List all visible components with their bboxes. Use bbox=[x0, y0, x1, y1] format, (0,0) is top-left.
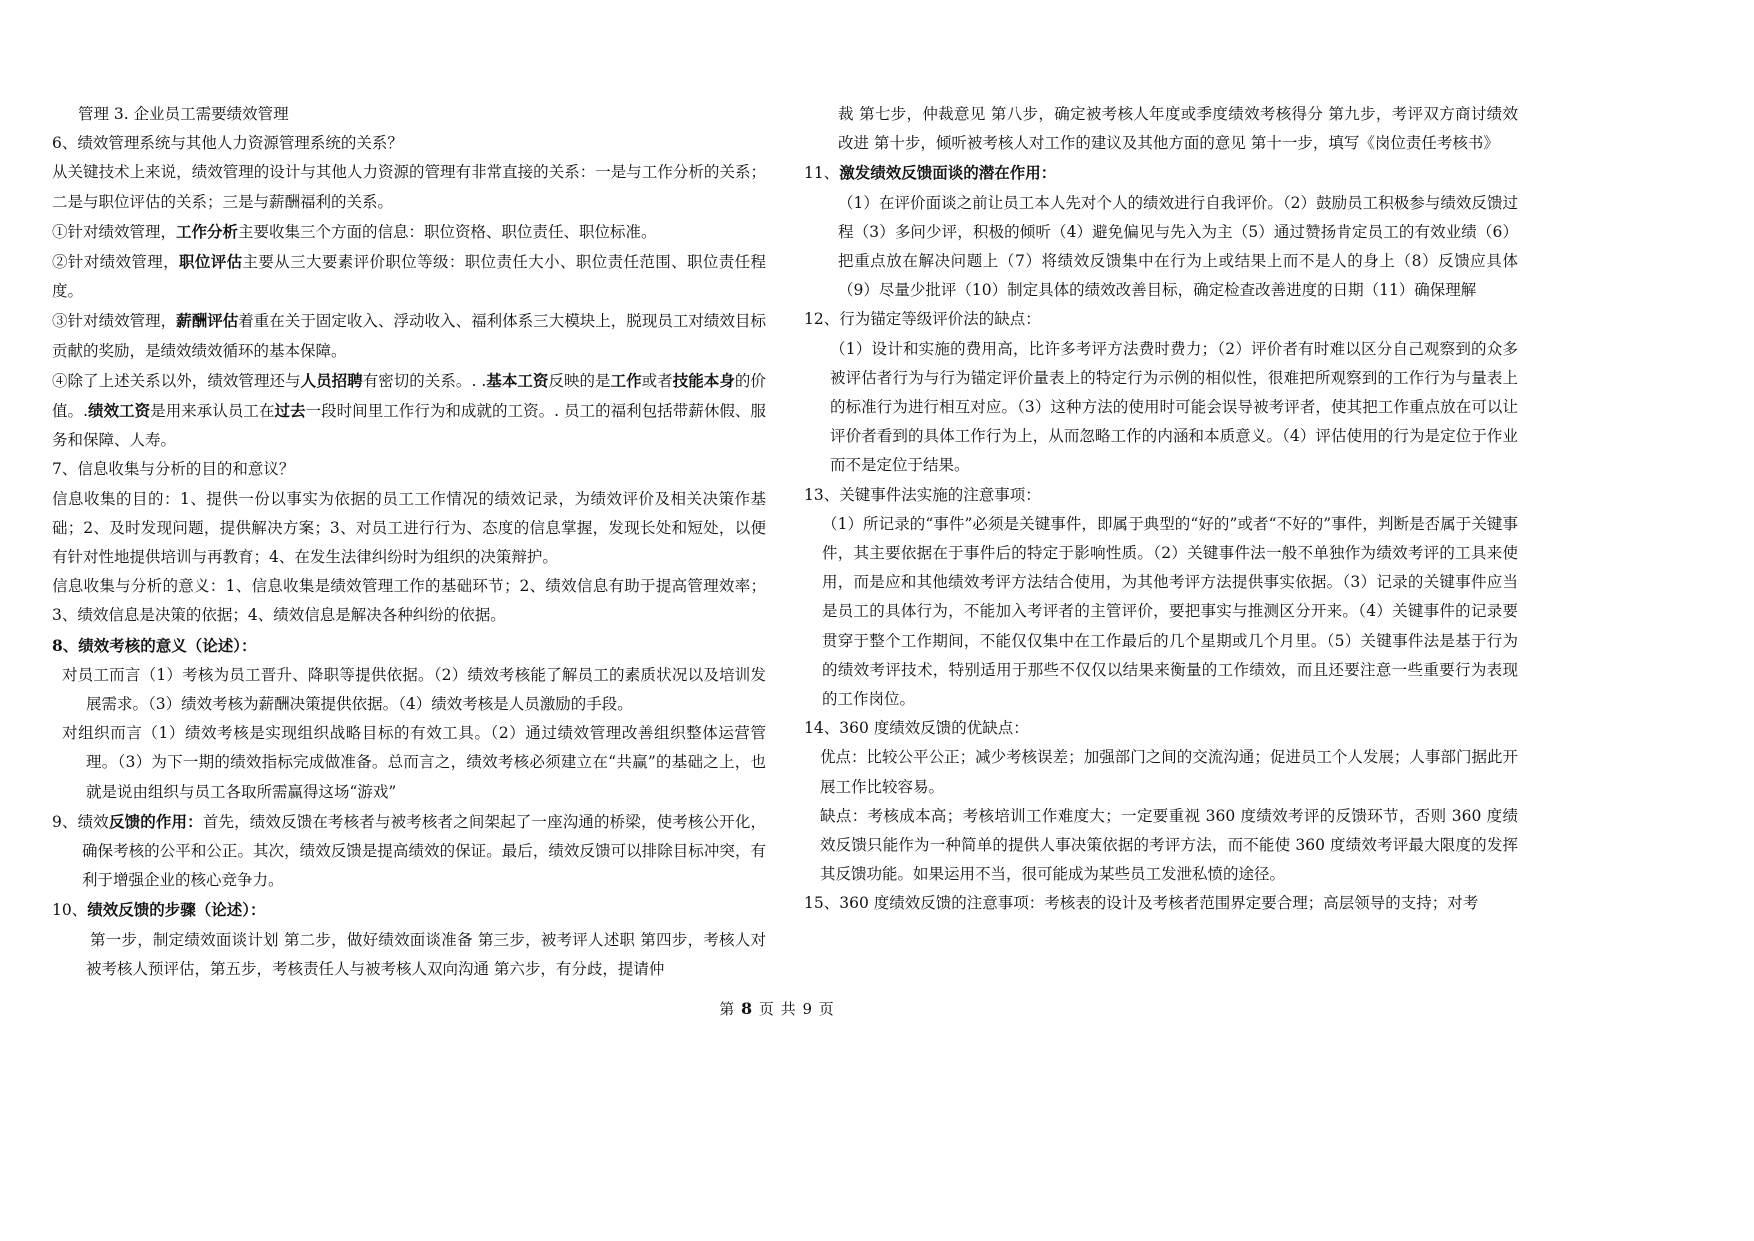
page-footer: 第 8 页 共 9 页 bbox=[719, 999, 835, 1018]
paragraph: 缺点：考核成本高；考核培训工作难度大；一定要重视 360 度绩效考评的反馈环节，否则 360 度绩效反馈只能作为一种简单的提供人事决策依据的考评方法，而不能使 360 度绩效考评最大限度的发挥其反馈功能。如果运用不当，很可能成为某些员工发泄私愤的途径。 bbox=[820, 806, 1518, 884]
question-heading-12: 12、行为锚定等级评价法的缺点： bbox=[804, 310, 1041, 329]
paragraph: （1）在评价面谈之前让员工本人先对个人的绩效进行自我评价。（2）鼓励员工积极参与绩效反馈过程（3）多问少评，积极的倾听（4）避免偏见与先入为主（5）通过赞扬肯定员工的有效业绩（6）把重点放在解决问题上（7）将绩效反馈集中在行为上或结果上而不是人的身上（8）反馈应具体（9）尽量少批评（10）制定具体的绩效改善目标，确定检查改善进度的日期（11）确保理解 bbox=[838, 193, 1518, 300]
paragraph: （1）所记录的“事件”必须是关键事件，即属于典型的“好的”或者“不好的”事件，判断是否属于关键事件，其主要依据在于事件后的特定于影响性质。（2）关键事件法一般不单独作为绩效考评的工具来使用，而是应和其他绩效考评方法结合使用，为其他考评方法提供事实依据。（3）记录的关键事件应当是员工的具体行为，不能加入考评者的主管评价，要把事实与推测区分开来。（4）关键事件的记录要贯穿于整个工作期间，不能仅仅集中在工作最后的几个星期或几个月里。（5）关键事件法是基于行为的绩效考评技术，特别适用于那些不仅仅以结果来衡量的工作绩效，而且还要注意一些重要行为表现的工作岗位。 bbox=[822, 514, 1518, 709]
text-line: 管理 3. 企业员工需要绩效管理 bbox=[78, 105, 289, 123]
question-heading-13: 13、关键事件法实施的注意事项： bbox=[804, 485, 1041, 504]
question-heading-9: 9、绩效反馈的作用：首先，绩效反馈在考核者与被考核者之间架起了一座沟通的桥梁，使考核公开化，确保考核的公平和公正。其次，绩效反馈是提高绩效的保证。最后，绩效反馈可以排除目标冲突，有利于增强企业的核心竞争力。 bbox=[52, 811, 766, 890]
paragraph: （1）设计和实施的费用高，比许多考评方法费时费力；（2）评价者有时难以区分自己观察到的众多被评估者行为与行为锚定评价量表上的特定行为示例的相似性，很难把所观察到的工作行为与量表上的标准行为进行相互对应。（3）这种方法的使用时可能会误导被考评者，使其把工作重点放在可以让评价者看到的具体工作行为上，从而忽略工作的内涵和本质意义。（4）评估使用的行为是定位于作业而不是定位于结果。 bbox=[830, 339, 1518, 475]
question-heading-6: 6、绩效管理系统与其他人力资源管理系统的关系？ bbox=[52, 134, 403, 153]
question-heading-7: 7、信息收集与分析的目的和意议？ bbox=[52, 460, 295, 479]
page-total: 9 bbox=[802, 1000, 814, 1018]
left-column bbox=[52, 100, 766, 984]
paragraph: 从关键技术上来说，绩效管理的设计与其他人力资源的管理有非常直接的关系：一是与工作分析的关系；二是与职位评估的关系；三是与薪酬福利的关系。 bbox=[52, 163, 766, 211]
paragraph: ②针对绩效管理，职位评估主要从三大要素评价职位等级：职位责任大小、职位责任范围、职位责任程度。 bbox=[52, 252, 766, 301]
paragraph: 信息收集与分析的意义：1、信息收集是绩效管理工作的基础环节；2、绩效信息有助于提高管理效率；3、绩效信息是决策的依据；4、绩效信息是解决各种纠纷的依据。 bbox=[52, 577, 766, 625]
paragraph: ③针对绩效管理，薪酬评估着重在关于固定收入、浮动收入、福利体系三大模块上，脱现员工对绩效目标贡献的奖励，是绩效绩效循环的基本保障。 bbox=[52, 311, 766, 360]
question-heading-15: 15、360 度绩效反馈的注意事项：考核表的设计及考核者范围界定要合理；高层领导的支持；对考 bbox=[804, 894, 1479, 913]
question-heading-8: 8、绩效考核的意义（论述）： bbox=[52, 635, 257, 655]
paragraph: ④除了上述关系以外，绩效管理还与人员招聘有密切的关系。. .基本工资反映的是工作或者技能本身的价值。.绩效工资是用来承认员工在过去一段时间里工作行为和成就的工资。. 员工的福利包括带薪休假、服务和保障、人寿。 bbox=[52, 370, 766, 450]
page-number: 8 bbox=[740, 999, 754, 1018]
question-heading-10: 10、绩效反馈的步骤（论述）： bbox=[52, 900, 266, 920]
question-heading-14: 14、360 度绩效反馈的优缺点： bbox=[804, 719, 1029, 738]
paragraph: 信息收集的目的：1、提供一份以事实为依据的员工工作情况的绩效记录，为绩效评价及相关决策作基础；2、及时发现问题，提供解决方案；3、对员工进行行为、态度的信息掌握，发现长处和短处，以便有针对性地提供培训与再教育；4、在发生法律纠纷时为组织的决策辩护。 bbox=[52, 489, 766, 567]
paragraph: ①针对绩效管理，工作分析主要收集三个方面的信息：职位资格、职位责任、职位标准。 bbox=[52, 221, 657, 241]
paragraph: 对组织而言（1）绩效考核是实现组织战略目标的有效工具。（2）通过绩效管理改善组织整体运营管理。（3）为下一期的绩效指标完成做准备。总而言之，绩效考核必须建立在“共赢”的基础之上，也就是说由组织与员工各取所需赢得这场“游戏” bbox=[62, 724, 766, 801]
paragraph: 裁 第七步，仲裁意见 第八步，确定被考核人年度或季度绩效考核得分 第九步，考评双方商讨绩效改进 第十步，倾听被考核人对工作的建议及其他方面的意见 第十一步，填写《岗位责任考核书》 bbox=[838, 105, 1518, 153]
paragraph: 优点：比较公平公正；减少考核误差；加强部门之间的交流沟通；促进员工个人发展；人事部门据此开展工作比较容易。 bbox=[820, 748, 1518, 796]
question-heading-11: 11、激发绩效反馈面谈的潜在作用： bbox=[804, 163, 1057, 183]
paragraph: 对员工而言（1）考核为员工晋升、降职等提供依据。（2）绩效考核能了解员工的素质状况以及培训发展需求。（3）绩效考核为薪酬决策提供依据。（4）绩效考核是人员激励的手段。 bbox=[62, 665, 766, 714]
paragraph: 第一步，制定绩效面谈计划 第二步，做好绩效面谈准备 第三步，被考评人述职 第四步，考核人对被考核人预评估，第五步，考核责任人与被考核人双向沟通 第六步，有分歧，提请仲 bbox=[86, 930, 766, 978]
right-column bbox=[804, 100, 1518, 919]
